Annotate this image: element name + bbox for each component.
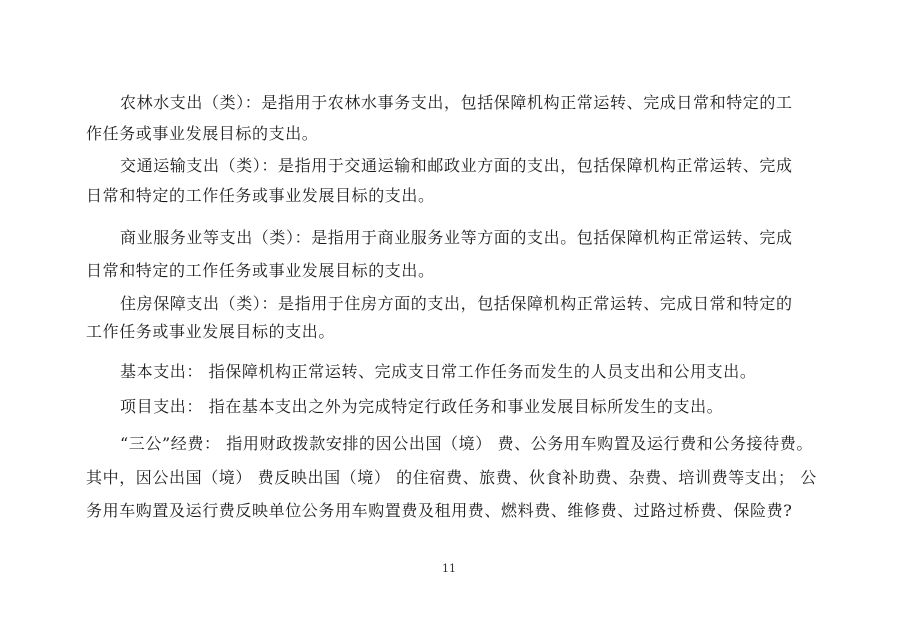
paragraph-three-public-line-2: 其中，因公出国（境） 费反映出国（境） 的住宿费、旅费、伙食补助费、杂费、培训费等支出； 公 bbox=[86, 468, 817, 487]
paragraph-project-expenditure: 项目支出： 指在基本支出之外为完成特定行政任务和事业发展目标所发生的支出。 bbox=[120, 397, 724, 416]
paragraph-housing-line-1: 住房保障支出（类）：是指用于住房方面的支出，包括保障机构正常运转、完成日常和特定的 bbox=[120, 294, 793, 313]
paragraph-commerce-line-1: 商业服务业等支出（类）：是指用于商业服务业等方面的支出。包括保障机构正常运转、完成 bbox=[120, 228, 793, 247]
paragraph-commerce-line-2: 日常和特定的工作任务或事业发展目标的支出。 bbox=[86, 261, 435, 280]
paragraph-three-public-line-1: “三公”经费： 指用财政拨款安排的因公出国（境） 费、公务用车购置及运行费和公务接待费。 bbox=[120, 434, 813, 453]
paragraph-transport-line-1: 交通运输支出（类）：是指用于交通运输和邮政业方面的支出，包括保障机构正常运转、完成 bbox=[120, 156, 793, 175]
paragraph-three-public-line-3: 务用车购置及运行费反映单位公务用车购置费及租用费、燃料费、维修费、过路过桥费、保险费? bbox=[86, 501, 793, 520]
paragraph-housing-line-2: 工作任务或事业发展目标的支出。 bbox=[86, 322, 336, 341]
paragraph-agriculture-line-1: 农林水支出（类）：是指用于农林水事务支出，包括保障机构正常运转、完成日常和特定的工 bbox=[120, 93, 793, 112]
paragraph-transport-line-2: 日常和特定的工作任务或事业发展目标的支出。 bbox=[86, 186, 435, 205]
paragraph-basic-expenditure: 基本支出： 指保障机构正常运转、完成支日常工作任务而发生的人员支出和公用支出。 bbox=[120, 362, 757, 381]
page-number: 11 bbox=[442, 562, 456, 575]
paragraph-agriculture-line-2: 作任务或事业发展目标的支出。 bbox=[86, 124, 319, 143]
